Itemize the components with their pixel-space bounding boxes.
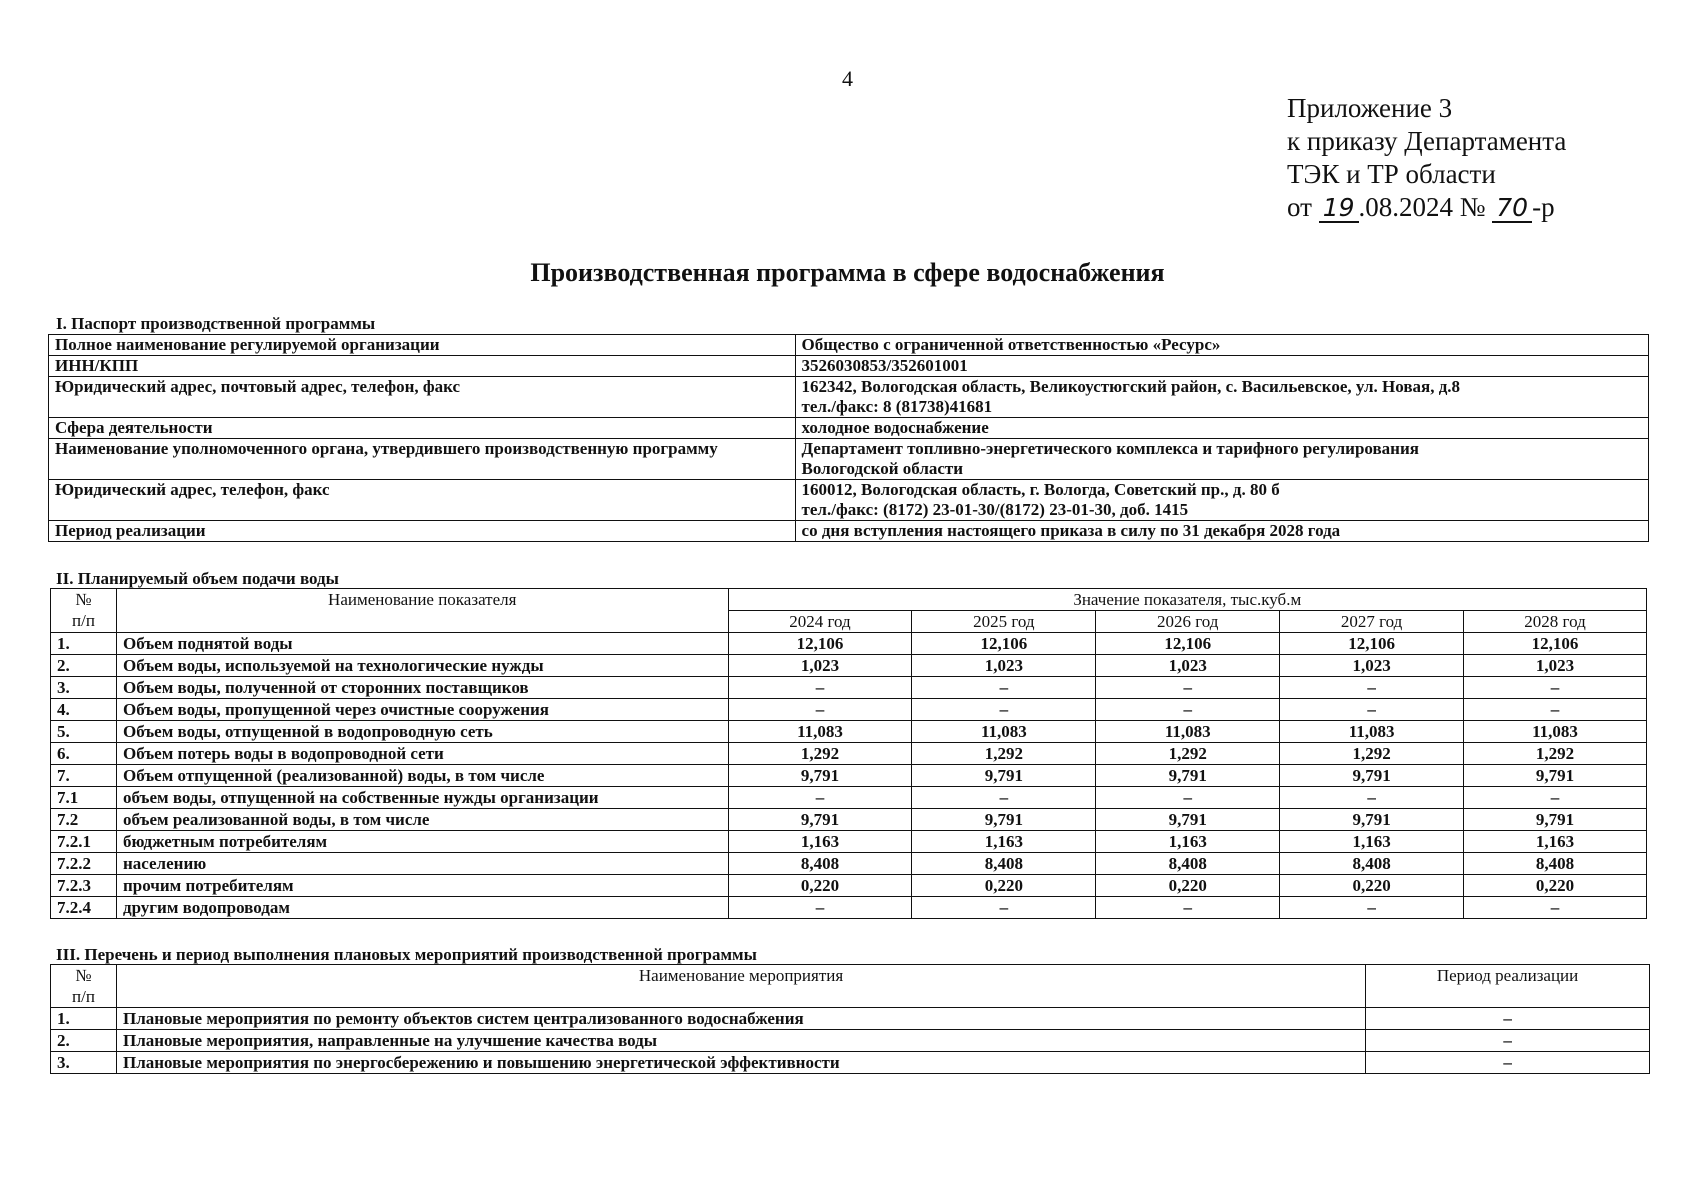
indicator-value: 11,083 [1280, 721, 1464, 743]
table-row [51, 655, 1647, 677]
indicator-value: – [728, 677, 912, 699]
indicator-value: – [728, 897, 912, 919]
passport-value [795, 335, 1648, 356]
row-number: 4. [51, 699, 117, 721]
row-number: 3. [51, 1052, 117, 1074]
table-row [49, 439, 1649, 480]
passport-heading: I. Паспорт производственной программы [56, 314, 376, 333]
indicator-value: 0,220 [728, 875, 912, 897]
table-row [51, 1030, 1650, 1052]
passport-value [795, 439, 1648, 480]
table-row [51, 699, 1647, 721]
passport-label: ИНН/КПП [49, 356, 796, 377]
indicator-value: – [1096, 699, 1280, 721]
table-row [51, 1052, 1650, 1074]
table-row [49, 377, 1649, 418]
indicator-name: Объем воды, используемой на технологические нужды [116, 655, 728, 677]
indicator-name: населению [116, 853, 728, 875]
passport-value-line-1: холодное водоснабжение [801, 418, 989, 437]
passport-label: Юридический адрес, почтовый адрес, телефон, факс [49, 377, 796, 418]
indicator-value: 8,408 [728, 853, 912, 875]
passport-label: Сфера деятельности [49, 418, 796, 439]
indicator-value: 1,292 [728, 743, 912, 765]
table-row [51, 721, 1647, 743]
indicator-value: 1,163 [1280, 831, 1464, 853]
indicator-value: 1,023 [728, 655, 912, 677]
indicator-name: Объем воды, отпущенной в водопроводную сеть [116, 721, 728, 743]
indicator-value: – [912, 787, 1096, 809]
passport-value-line-1: 3526030853/352601001 [801, 356, 968, 375]
passport-value-line-1: со дня вступления настоящего приказа в силу по 31 декабря 2028 года [801, 521, 1341, 540]
row-number: 7.1 [51, 787, 117, 809]
row-number: 7.2 [51, 809, 117, 831]
table-row [51, 765, 1647, 787]
indicator-name: прочим потребителям [116, 875, 728, 897]
indicator-value: 9,791 [1280, 809, 1464, 831]
passport-value [795, 521, 1648, 542]
passport-value [795, 480, 1648, 521]
passport-label: Юридический адрес, телефон, факс [49, 480, 796, 521]
volume-col-value: Значение показателя, тыс.куб.м [728, 589, 1646, 611]
document-title: Производственная программа в сфере водоснабжения [530, 258, 1165, 287]
handwritten-order-number: 70 [1492, 195, 1532, 223]
passport-label: Полное наименование регулируемой организации [49, 335, 796, 356]
row-number: 1. [51, 1008, 117, 1030]
volume-col-num: № п/п [51, 589, 117, 633]
appendix-line-1: Приложение 3 [1287, 93, 1453, 123]
indicator-name: бюджетным потребителям [116, 831, 728, 853]
table-row [51, 809, 1647, 831]
indicator-value: – [1464, 699, 1647, 721]
indicator-value: 9,791 [1096, 809, 1280, 831]
indicator-value: 11,083 [728, 721, 912, 743]
indicator-name: объем реализованной воды, в том числе [116, 809, 728, 831]
indicator-value: 9,791 [728, 765, 912, 787]
indicator-value: – [1280, 677, 1464, 699]
measure-name: Плановые мероприятия по ремонту объектов систем централизованного водоснабжения [116, 1008, 1365, 1030]
indicator-value: – [728, 699, 912, 721]
table-row [51, 677, 1647, 699]
indicator-value: – [1280, 699, 1464, 721]
passport-value [795, 356, 1648, 377]
indicator-value: 1,023 [1280, 655, 1464, 677]
indicator-name: объем воды, отпущенной на собственные нужды организации [116, 787, 728, 809]
indicator-value: 0,220 [912, 875, 1096, 897]
indicator-value: – [1464, 677, 1647, 699]
row-number: 1. [51, 633, 117, 655]
passport-value-line-2: тел./факс: (8172) 23-01-30/(8172) 23-01-30, доб. 1415 [801, 500, 1189, 519]
indicator-value: 12,106 [1280, 633, 1464, 655]
passport-value-line-2: Вологодской области [801, 459, 964, 478]
indicator-value: 1,163 [1096, 831, 1280, 853]
indicator-value: 0,220 [1096, 875, 1280, 897]
order-suffix: -р [1532, 192, 1555, 222]
table-row [51, 897, 1647, 919]
indicator-value: 1,163 [728, 831, 912, 853]
date-prefix: от [1287, 192, 1312, 222]
passport-value-line-1: 160012, Вологодская область, г. Вологда, Советский пр., д. 80 б [801, 480, 1280, 499]
indicator-value: 0,220 [1464, 875, 1647, 897]
indicator-value: 1,292 [912, 743, 1096, 765]
indicator-value: 1,292 [1280, 743, 1464, 765]
indicator-value: 0,220 [1280, 875, 1464, 897]
indicator-name: Объем потерь воды в водопроводной сети [116, 743, 728, 765]
indicator-value: 8,408 [1464, 853, 1647, 875]
row-number: 2. [51, 655, 117, 677]
indicator-value: 1,023 [912, 655, 1096, 677]
date-rest: .08.2024 № [1358, 192, 1486, 222]
measures-col-num: № п/п [51, 965, 117, 1008]
year-header: 2027 год [1280, 611, 1464, 633]
volume-col-name: Наименование показателя [116, 589, 728, 633]
indicator-value: 11,083 [1464, 721, 1647, 743]
table-row [49, 521, 1649, 542]
indicator-name: Объем отпущенной (реализованной) воды, в том числе [116, 765, 728, 787]
row-number: 7.2.4 [51, 897, 117, 919]
handwritten-day: 19 [1319, 195, 1359, 223]
indicator-value: – [912, 897, 1096, 919]
passport-value-line-2: тел./факс: 8 (81738)41681 [801, 397, 993, 416]
table-row [51, 633, 1647, 655]
indicator-value: – [912, 677, 1096, 699]
measure-period: – [1366, 1052, 1650, 1074]
passport-value [795, 377, 1648, 418]
indicator-value: 1,163 [1464, 831, 1647, 853]
appendix-date-line [1287, 191, 1566, 224]
indicator-value: 9,791 [912, 765, 1096, 787]
indicator-value: 9,791 [728, 809, 912, 831]
measure-period: – [1366, 1030, 1650, 1052]
row-number: 5. [51, 721, 117, 743]
indicator-value: 1,023 [1464, 655, 1647, 677]
indicator-value: – [1096, 787, 1280, 809]
passport-value-line-1: Общество с ограниченной ответственностью «Ресурс» [801, 335, 1221, 354]
volume-table [50, 588, 1647, 919]
indicator-value: 12,106 [912, 633, 1096, 655]
indicator-value: 9,791 [1280, 765, 1464, 787]
passport-value-line-1: Департамент топливно-энергетического комплекса и тарифного регулирования [801, 439, 1419, 458]
measures-col-period: Период реализации [1366, 965, 1650, 1008]
table-row [51, 787, 1647, 809]
appendix-line-3: ТЭК и ТР области [1287, 159, 1496, 189]
year-header: 2028 год [1464, 611, 1647, 633]
indicator-value: 9,791 [1464, 809, 1647, 831]
measures-heading: III. Перечень и период выполнения плановых мероприятий производственной программы [56, 945, 757, 964]
indicator-value: 8,408 [1280, 853, 1464, 875]
indicator-value: 11,083 [1096, 721, 1280, 743]
row-number: 6. [51, 743, 117, 765]
page-number: 4 [842, 66, 853, 91]
passport-value-line-1: 162342, Вологодская область, Великоустюгский район, с. Васильевское, ул. Новая, д.8 [801, 377, 1461, 396]
measure-name: Плановые мероприятия, направленные на улучшение качества воды [116, 1030, 1365, 1052]
indicator-value: – [1280, 787, 1464, 809]
indicator-value: – [728, 787, 912, 809]
year-header: 2025 год [912, 611, 1096, 633]
indicator-value: – [912, 699, 1096, 721]
table-row [51, 743, 1647, 765]
measures-col-name: Наименование мероприятия [116, 965, 1365, 1008]
table-row [49, 480, 1649, 521]
indicator-value: – [1280, 897, 1464, 919]
table-row [49, 356, 1649, 377]
appendix-note [1287, 92, 1566, 224]
indicator-name: другим водопроводам [116, 897, 728, 919]
indicator-value: 1,292 [1464, 743, 1647, 765]
year-header: 2026 год [1096, 611, 1280, 633]
indicator-value: – [1096, 897, 1280, 919]
indicator-value: 12,106 [728, 633, 912, 655]
passport-label: Период реализации [49, 521, 796, 542]
indicator-value: 8,408 [1096, 853, 1280, 875]
indicator-value: 1,163 [912, 831, 1096, 853]
indicator-value: – [1464, 787, 1647, 809]
table-row [51, 853, 1647, 875]
indicator-value: 1,292 [1096, 743, 1280, 765]
indicator-name: Объем воды, полученной от сторонних поставщиков [116, 677, 728, 699]
row-number: 7. [51, 765, 117, 787]
indicator-value: 8,408 [912, 853, 1096, 875]
measure-period: – [1366, 1008, 1650, 1030]
indicator-name: Объем воды, пропущенной через очистные сооружения [116, 699, 728, 721]
indicator-value: – [1096, 677, 1280, 699]
indicator-value: 12,106 [1464, 633, 1647, 655]
table-row [51, 1008, 1650, 1030]
indicator-value: 9,791 [912, 809, 1096, 831]
row-number: 7.2.2 [51, 853, 117, 875]
measure-name: Плановые мероприятия по энергосбережению и повышению энергетической эффективности [116, 1052, 1365, 1074]
indicator-name: Объем поднятой воды [116, 633, 728, 655]
indicator-value: 9,791 [1464, 765, 1647, 787]
appendix-line-2: к приказу Департамента [1287, 126, 1567, 156]
indicator-value: 12,106 [1096, 633, 1280, 655]
row-number: 3. [51, 677, 117, 699]
passport-label: Наименование уполномоченного органа, утвердившего производственную программу [49, 439, 796, 480]
table-row [51, 875, 1647, 897]
passport-table [48, 334, 1649, 542]
indicator-value: 11,083 [912, 721, 1096, 743]
indicator-value: 1,023 [1096, 655, 1280, 677]
indicator-value: 9,791 [1096, 765, 1280, 787]
indicator-value: – [1464, 897, 1647, 919]
row-number: 7.2.1 [51, 831, 117, 853]
passport-value [795, 418, 1648, 439]
volume-heading: II. Планируемый объем подачи воды [56, 569, 339, 588]
table-row [49, 418, 1649, 439]
row-number: 2. [51, 1030, 117, 1052]
measures-table [50, 964, 1650, 1074]
row-number: 7.2.3 [51, 875, 117, 897]
table-row [49, 335, 1649, 356]
year-header: 2024 год [728, 611, 912, 633]
table-row [51, 831, 1647, 853]
